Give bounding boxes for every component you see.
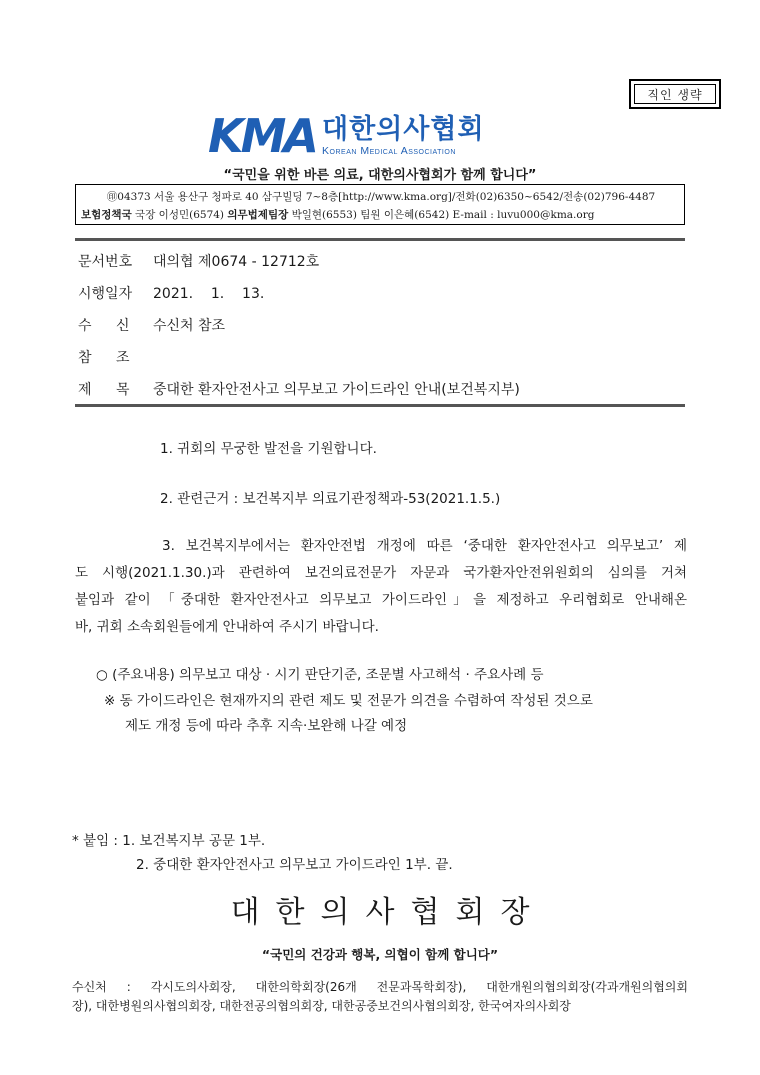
dept-insurance-staff: 국장 이성민(6574) xyxy=(131,209,228,221)
logo-name-en: Korean Medical Association xyxy=(322,145,456,157)
stamp-omitted-box xyxy=(629,79,721,109)
field-subject xyxy=(78,379,520,399)
paragraph-3-line: 3. 보건복지부에서는 환자안전법 개정에 따른 ‘중대한 환자안전사고 의무보고’ 제 xyxy=(162,538,687,554)
field-doc-number xyxy=(78,251,319,271)
recipients-list xyxy=(72,978,688,1016)
recipient-label-b: 신 xyxy=(116,318,130,334)
paragraph-3-line: 붙임과 같이 「중대한 환자안전사고 의무보고 가이드라인」을 제정하고 우리협회로 안내해온 xyxy=(75,592,687,608)
date-label: 시행일자 xyxy=(78,286,133,302)
header-motto: “국민을 위한 바른 의료, 대한의사협회가 함께 합니다” xyxy=(223,168,537,183)
paragraph-3-line: 도 시행(2021.1.30.)과 관련하여 보건의료전문가 자문과 국가환자안전위원회의 심의를 거쳐 xyxy=(75,565,687,581)
reference-label-a: 참 xyxy=(78,350,92,366)
field-date xyxy=(78,283,264,303)
note-line-1: ※ 동 가이드라인은 현재까지의 관련 제도 및 전문가 의견을 수렴하여 작성된 것으로 xyxy=(104,693,593,709)
logo-mark: KMA xyxy=(208,109,317,163)
recipient-label-a: 수 xyxy=(78,318,92,334)
doc-number-label: 문서번호 xyxy=(78,254,133,270)
dept-legal: 의무법제팀장 xyxy=(227,209,289,221)
paragraph-1: 1. 귀회의 무궁한 발전을 기원합니다. xyxy=(160,441,377,457)
stamp-text: 직인 생략 xyxy=(647,87,703,102)
field-recipient xyxy=(78,315,225,335)
dept-insurance: 보험정책국 xyxy=(81,209,132,221)
footer-motto: “국민의 건강과 행복, 의협이 함께 합니다” xyxy=(261,947,499,962)
logo-text xyxy=(322,115,485,157)
attachment-1: * 붙임 : 1. 보건복지부 공문 1부. xyxy=(72,833,266,849)
logo-name-ko: 대한의사협회 xyxy=(322,114,485,145)
header-rule xyxy=(75,238,685,241)
recipient-value: 수신처 참조 xyxy=(153,318,226,334)
fields-rule xyxy=(75,404,685,407)
signature-title: 대한의사협회장 xyxy=(230,895,546,930)
field-reference xyxy=(78,347,153,367)
recipients-line: 수신처 : 각시도의사회장, 대한의학회장(26개 전문과목학회장), 대한개원의협의회장(각과개원의협의회 xyxy=(72,980,688,994)
paragraph-3-line: 바, 귀회 소속회원들에게 안내하여 주시기 바랍니다. xyxy=(75,619,379,635)
note-line-2: 제도 개정 등에 따라 추후 지속·보완해 나갈 예정 xyxy=(125,718,408,734)
recipients-line: 장), 대한병원의사협의회장, 대한전공의협의회장, 대한공중보건의사협의회장, 한국여자의사회장 xyxy=(72,999,571,1013)
contact-address: ㊞04373 서울 용산구 청파로 40 삼구빌딩 7~8층[http://www.kma.org]/전화(02)6350~6542/전송(02)796-4487 xyxy=(106,191,656,203)
dept-legal-staff: 박일현(6553) 팀원 이은혜(6542) E-mail : luvu000@kma.org xyxy=(288,209,595,221)
subject-label-a: 제 xyxy=(78,382,92,398)
contact-box xyxy=(75,184,685,225)
date-value: 2021. 1. 13. xyxy=(153,286,265,302)
reference-label-b: 조 xyxy=(116,350,130,366)
contact-staff xyxy=(81,207,594,222)
subject-value: 중대한 환자안전사고 의무보고 가이드라인 안내(보건복지부) xyxy=(153,382,520,398)
attachment-2: 2. 중대한 환자안전사고 의무보고 가이드라인 1부. 끝. xyxy=(136,857,453,873)
kma-logo xyxy=(208,109,485,163)
subject-label-b: 목 xyxy=(116,382,130,398)
paragraph-2: 2. 관련근거 : 보건복지부 의료기관정책과-53(2021.1.5.) xyxy=(160,491,501,507)
paragraph-3 xyxy=(75,533,687,641)
summary-line: ○ (주요내용) 의무보고 대상 · 시기 판단기준, 조문별 사고해석 · 주요사례 등 xyxy=(96,667,544,683)
doc-number-value: 대의협 제0674 - 12712호 xyxy=(153,254,320,270)
